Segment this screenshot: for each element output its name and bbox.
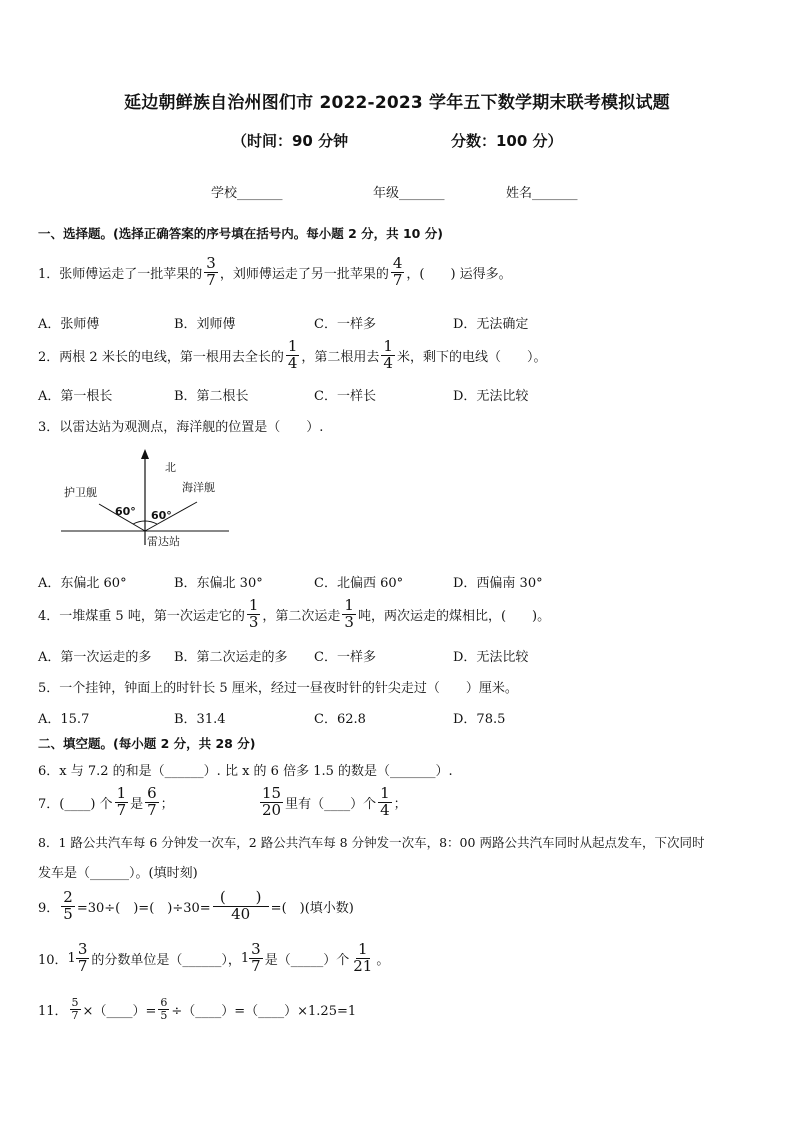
whole-number: 1 xyxy=(67,950,76,966)
question-number: 11． xyxy=(38,1003,68,1019)
fraction: $\frac{6}{7}$ xyxy=(147,784,157,819)
north-label: 北 xyxy=(165,461,176,474)
fraction: $\frac{1}{21}$ xyxy=(353,940,373,975)
question-number: 7． xyxy=(38,796,60,812)
question-text: 一个挂钟，钟面上的时针长 5 厘米，经过一昼夜时针的针尖走过（ ）厘米。 xyxy=(59,681,518,696)
question-8-line-2: 发车是（______）。(填时刻) xyxy=(38,866,198,881)
option-d[interactable]: D．无法比较 xyxy=(453,650,529,665)
question-text: 一堆煤重 5 吨，第一次运走它的 xyxy=(59,608,245,624)
fraction: $\frac{15}{20}$ xyxy=(262,784,282,819)
question-text: ，第二次运走 xyxy=(262,608,341,624)
question-text: 里有（____）个 xyxy=(285,796,377,812)
question-7-part-b xyxy=(258,786,407,819)
school-field[interactable]: 学校_______ xyxy=(211,186,283,201)
fraction: $\frac{3}{7}$ xyxy=(206,254,216,289)
option-a[interactable]: A．15.7 xyxy=(38,712,90,727)
option-d[interactable]: D．78.5 xyxy=(453,712,506,727)
question-text: 吨，两次运走的煤相比，( )。 xyxy=(357,608,551,624)
question-3 xyxy=(38,416,323,435)
question-text: 。 xyxy=(376,952,390,968)
question-1 xyxy=(38,256,512,289)
question-9 xyxy=(38,890,354,923)
section-fill-heading: 二、填空题。(每小题 2 分，共 28 分) xyxy=(38,736,256,751)
option-b[interactable]: B．东偏北 30° xyxy=(174,576,263,591)
whole-number: 1 xyxy=(240,950,250,966)
fraction: $\frac{5}{7}$ xyxy=(71,996,79,1022)
name-field[interactable]: 姓名_______ xyxy=(506,186,578,201)
question-5 xyxy=(38,677,518,696)
option-c[interactable]: C．一样多 xyxy=(314,317,376,332)
question-text: 的分数单位是（______）， xyxy=(91,952,241,968)
question-11 xyxy=(38,997,356,1021)
fraction: $\frac{1}{4}$ xyxy=(287,337,298,372)
option-d[interactable]: D．西偏南 30° xyxy=(453,576,543,591)
option-b[interactable]: B．第二次运走的多 xyxy=(174,650,288,665)
question-text: 两根 2 米长的电线，第一根用去全长的 xyxy=(59,349,284,365)
fraction: $\frac{4}{7}$ xyxy=(392,254,403,289)
option-a[interactable]: A．东偏北 60° xyxy=(38,576,127,591)
exam-time: （时间：90 分钟 xyxy=(232,132,349,150)
fraction: $\frac{1}{3}$ xyxy=(344,596,354,631)
option-b[interactable]: B．刘师傅 xyxy=(174,317,236,332)
question-number: 5． xyxy=(38,681,60,696)
radar-direction-diagram xyxy=(55,448,245,553)
fraction: $\frac{( )}{40}$ xyxy=(213,890,269,923)
north-arrow-icon xyxy=(141,449,149,459)
left-ship-label: 护卫舰 xyxy=(64,486,97,499)
fraction: $\frac{1}{7}$ xyxy=(116,784,127,819)
option-a[interactable]: A．第一次运走的多 xyxy=(38,650,152,665)
question-text: ； xyxy=(160,796,174,812)
right-ship-label: 海洋舰 xyxy=(182,481,215,494)
option-b[interactable]: B．第二根长 xyxy=(174,389,249,404)
option-c[interactable]: C．62.8 xyxy=(314,712,366,727)
question-text: 是 xyxy=(130,796,144,812)
question-text: ，刘师傅运走了另一批苹果的 xyxy=(219,266,389,282)
question-text: ×（____）= xyxy=(82,1003,157,1019)
section-choice-heading: 一、选择题。(选择正确答案的序号填在括号内。每小题 2 分，共 10 分) xyxy=(38,226,443,241)
question-10 xyxy=(38,942,389,975)
question-text: 以雷达站为观测点，海洋舰的位置是（ ）. xyxy=(59,420,324,435)
option-a[interactable]: A．张师傅 xyxy=(38,317,100,332)
fraction: $\frac{2}{5}$ xyxy=(63,888,73,923)
question-text: 张师傅运走了一批苹果的 xyxy=(59,266,203,282)
fraction: $\frac{6}{5}$ xyxy=(160,996,168,1022)
question-number: 3． xyxy=(38,420,60,435)
question-text: ，( ) 运得多。 xyxy=(406,266,512,282)
question-2 xyxy=(38,339,546,372)
angle-right-label: 60° xyxy=(151,509,172,522)
question-number: 1． xyxy=(38,266,60,282)
option-c[interactable]: C．北偏西 60° xyxy=(314,576,404,591)
option-d[interactable]: D．无法比较 xyxy=(453,389,529,404)
question-text: 是（_____）个 xyxy=(264,952,350,968)
option-b[interactable]: B．31.4 xyxy=(174,712,226,727)
grade-field[interactable]: 年级_______ xyxy=(373,186,445,201)
station-label: 雷达站 xyxy=(147,535,180,548)
option-a[interactable]: A．第一根长 xyxy=(38,389,113,404)
question-7 xyxy=(38,786,174,819)
question-text: ； xyxy=(393,796,407,812)
question-text: 米，剩下的电线（ ）。 xyxy=(396,349,547,365)
option-d[interactable]: D．无法确定 xyxy=(453,317,529,332)
angle-left-label: 60° xyxy=(115,505,136,518)
question-number: 9． xyxy=(38,900,60,916)
question-text: ，第二根用去 xyxy=(301,349,380,365)
fraction: $\frac{1}{4}$ xyxy=(380,784,390,819)
question-6: 6．x 与 7.2 的和是（______）. 比 x 的 6 倍多 1.5 的数是（_______）. xyxy=(38,764,453,779)
fraction: $\frac{1}{3}$ xyxy=(248,596,259,631)
fraction: $\frac{3}{7}$ xyxy=(251,940,261,975)
fraction: $\frac{1}{4}$ xyxy=(383,337,393,372)
question-text: =( )(填小数) xyxy=(270,900,354,916)
option-c[interactable]: C．一样长 xyxy=(314,389,376,404)
page-title: 延边朝鲜族自治州图们市 2022-2023 学年五下数学期末联考模拟试题 xyxy=(124,93,670,113)
exam-score: 分数：100 分） xyxy=(451,132,563,150)
question-4 xyxy=(38,598,550,631)
question-number: 10． xyxy=(38,952,68,968)
option-c[interactable]: C．一样多 xyxy=(314,650,376,665)
question-text: (____) 个 xyxy=(59,796,113,812)
question-text: ÷（____）=（____）×1.25=1 xyxy=(171,1003,357,1019)
fraction: $\frac{3}{7}$ xyxy=(77,940,88,975)
question-8-line-1: 8．1 路公共汽车每 6 分钟发一次车，2 路公共汽车每 8 分钟发一次车，8：00 两路公共汽车同时从起点发车，下次同时 xyxy=(38,835,705,850)
question-text: =30÷( )=( )÷30= xyxy=(76,900,211,916)
question-number: 4． xyxy=(38,608,60,624)
question-number: 2． xyxy=(38,349,60,365)
